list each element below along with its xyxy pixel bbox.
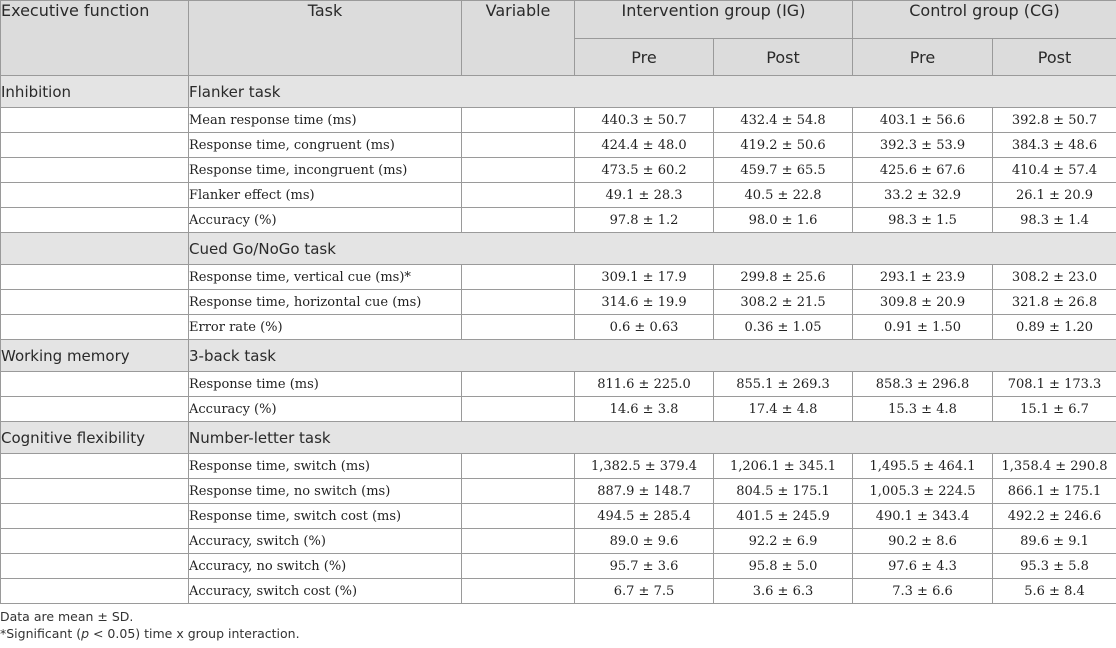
value-ig-post: 3.6 ± 6.3	[714, 579, 853, 604]
value-cg-post: 15.1 ± 6.7	[993, 397, 1116, 422]
table-body	[1, 76, 1116, 604]
blank-cell	[1, 454, 189, 479]
value-cg-pre: 7.3 ± 6.6	[853, 579, 993, 604]
value-cg-pre: 858.3 ± 296.8	[853, 372, 993, 397]
table-footnotes	[0, 608, 300, 642]
variable-name: Accuracy, switch cost (%)	[189, 579, 462, 604]
variable-cell	[462, 208, 575, 233]
variable-name: Accuracy (%)	[189, 208, 462, 233]
value-cg-post: 89.6 ± 9.1	[993, 529, 1116, 554]
value-cg-post: 866.1 ± 175.1	[993, 479, 1116, 504]
value-ig-pre: 89.0 ± 9.6	[575, 529, 714, 554]
value-ig-pre: 314.6 ± 19.9	[575, 290, 714, 315]
table-row	[1, 504, 1116, 529]
table-row	[1, 290, 1116, 315]
variable-cell	[462, 554, 575, 579]
value-ig-pre: 6.7 ± 7.5	[575, 579, 714, 604]
variable-name: Response time, switch cost (ms)	[189, 504, 462, 529]
table-row	[1, 454, 1116, 479]
value-cg-post: 95.3 ± 5.8	[993, 554, 1116, 579]
header-cg-post: Post	[993, 39, 1116, 76]
value-cg-post: 0.89 ± 1.20	[993, 315, 1116, 340]
table-row	[1, 479, 1116, 504]
value-ig-pre: 14.6 ± 3.8	[575, 397, 714, 422]
value-ig-post: 432.4 ± 54.8	[714, 108, 853, 133]
value-cg-post: 392.8 ± 50.7	[993, 108, 1116, 133]
value-cg-pre: 1,005.3 ± 224.5	[853, 479, 993, 504]
blank-cell	[1, 290, 189, 315]
blank-cell	[1, 397, 189, 422]
value-ig-post: 401.5 ± 245.9	[714, 504, 853, 529]
footnote-data-format: Data are mean ± SD.	[0, 609, 134, 624]
table-row	[1, 265, 1116, 290]
header-task: Task	[189, 1, 462, 76]
variable-name: Accuracy, no switch (%)	[189, 554, 462, 579]
header-ig-pre: Pre	[575, 39, 714, 76]
value-cg-pre: 90.2 ± 8.6	[853, 529, 993, 554]
variable-name: Response time, incongruent (ms)	[189, 158, 462, 183]
variable-cell	[462, 158, 575, 183]
blank-cell	[1, 504, 189, 529]
variable-name: Error rate (%)	[189, 315, 462, 340]
value-ig-pre: 494.5 ± 285.4	[575, 504, 714, 529]
value-cg-post: 492.2 ± 246.6	[993, 504, 1116, 529]
variable-cell	[462, 397, 575, 422]
value-cg-post: 26.1 ± 20.9	[993, 183, 1116, 208]
task-label: 3-back task	[189, 340, 1116, 372]
value-cg-post: 708.1 ± 173.3	[993, 372, 1116, 397]
blank-cell	[1, 372, 189, 397]
value-ig-post: 804.5 ± 175.1	[714, 479, 853, 504]
table-row	[1, 108, 1116, 133]
variable-cell	[462, 529, 575, 554]
value-cg-post: 1,358.4 ± 290.8	[993, 454, 1116, 479]
footnote-significance	[0, 625, 300, 642]
variable-name: Response time, horizontal cue (ms)	[189, 290, 462, 315]
section-row	[1, 422, 1116, 454]
value-cg-pre: 0.91 ± 1.50	[853, 315, 993, 340]
section-row	[1, 76, 1116, 108]
table-row	[1, 554, 1116, 579]
variable-name: Accuracy, switch (%)	[189, 529, 462, 554]
value-ig-post: 98.0 ± 1.6	[714, 208, 853, 233]
variable-name: Mean response time (ms)	[189, 108, 462, 133]
value-ig-post: 92.2 ± 6.9	[714, 529, 853, 554]
table-row	[1, 133, 1116, 158]
variable-cell	[462, 183, 575, 208]
value-ig-pre: 309.1 ± 17.9	[575, 265, 714, 290]
value-ig-post: 40.5 ± 22.8	[714, 183, 853, 208]
variable-name: Flanker effect (ms)	[189, 183, 462, 208]
blank-cell	[1, 265, 189, 290]
blank-cell	[1, 529, 189, 554]
variable-cell	[462, 265, 575, 290]
variable-cell	[462, 315, 575, 340]
table-row	[1, 529, 1116, 554]
value-cg-pre: 490.1 ± 343.4	[853, 504, 993, 529]
blank-cell	[1, 133, 189, 158]
value-cg-pre: 98.3 ± 1.5	[853, 208, 993, 233]
blank-cell	[1, 554, 189, 579]
value-ig-pre: 440.3 ± 50.7	[575, 108, 714, 133]
variable-name: Accuracy (%)	[189, 397, 462, 422]
variable-cell	[462, 372, 575, 397]
value-ig-post: 17.4 ± 4.8	[714, 397, 853, 422]
executive-function-label	[1, 233, 189, 265]
value-cg-post: 321.8 ± 26.8	[993, 290, 1116, 315]
value-cg-pre: 293.1 ± 23.9	[853, 265, 993, 290]
variable-cell	[462, 504, 575, 529]
value-cg-post: 98.3 ± 1.4	[993, 208, 1116, 233]
footnote-p-symbol: p	[81, 626, 90, 641]
table-row	[1, 158, 1116, 183]
task-label: Number-letter task	[189, 422, 1116, 454]
value-ig-post: 419.2 ± 50.6	[714, 133, 853, 158]
value-cg-pre: 425.6 ± 67.6	[853, 158, 993, 183]
header-variable: Variable	[462, 1, 575, 76]
variable-cell	[462, 454, 575, 479]
header-intervention-group: Intervention group (IG)	[575, 1, 853, 39]
task-label: Cued Go/NoGo task	[189, 233, 1116, 265]
variable-name: Response time, vertical cue (ms)*	[189, 265, 462, 290]
executive-function-label: Inhibition	[1, 76, 189, 108]
executive-function-label: Cognitive flexibility	[1, 422, 189, 454]
value-cg-post: 308.2 ± 23.0	[993, 265, 1116, 290]
value-ig-post: 95.8 ± 5.0	[714, 554, 853, 579]
value-ig-post: 0.36 ± 1.05	[714, 315, 853, 340]
variable-name: Response time, switch (ms)	[189, 454, 462, 479]
header-control-group: Control group (CG)	[853, 1, 1116, 39]
variable-name: Response time (ms)	[189, 372, 462, 397]
executive-function-label: Working memory	[1, 340, 189, 372]
value-ig-post: 299.8 ± 25.6	[714, 265, 853, 290]
value-ig-post: 308.2 ± 21.5	[714, 290, 853, 315]
table-row	[1, 183, 1116, 208]
table-row	[1, 579, 1116, 604]
value-ig-pre: 887.9 ± 148.7	[575, 479, 714, 504]
value-cg-pre: 1,495.5 ± 464.1	[853, 454, 993, 479]
header-ig-post: Post	[714, 39, 853, 76]
table-row	[1, 372, 1116, 397]
value-cg-post: 410.4 ± 57.4	[993, 158, 1116, 183]
table-row	[1, 315, 1116, 340]
blank-cell	[1, 183, 189, 208]
blank-cell	[1, 579, 189, 604]
value-ig-post: 459.7 ± 65.5	[714, 158, 853, 183]
header-cg-pre: Pre	[853, 39, 993, 76]
value-cg-pre: 392.3 ± 53.9	[853, 133, 993, 158]
variable-cell	[462, 290, 575, 315]
footnote-suffix: < 0.05) time x group interaction.	[89, 626, 300, 641]
table-row	[1, 208, 1116, 233]
value-ig-pre: 811.6 ± 225.0	[575, 372, 714, 397]
value-ig-pre: 0.6 ± 0.63	[575, 315, 714, 340]
value-ig-pre: 1,382.5 ± 379.4	[575, 454, 714, 479]
blank-cell	[1, 479, 189, 504]
value-cg-pre: 33.2 ± 32.9	[853, 183, 993, 208]
blank-cell	[1, 315, 189, 340]
variable-name: Response time, congruent (ms)	[189, 133, 462, 158]
value-cg-pre: 403.1 ± 56.6	[853, 108, 993, 133]
blank-cell	[1, 208, 189, 233]
value-cg-pre: 97.6 ± 4.3	[853, 554, 993, 579]
footnote-prefix: *Significant (	[0, 626, 82, 641]
value-ig-post: 1,206.1 ± 345.1	[714, 454, 853, 479]
value-ig-pre: 473.5 ± 60.2	[575, 158, 714, 183]
variable-cell	[462, 108, 575, 133]
value-ig-pre: 97.8 ± 1.2	[575, 208, 714, 233]
variable-cell	[462, 133, 575, 158]
blank-cell	[1, 158, 189, 183]
variable-cell	[462, 579, 575, 604]
value-ig-pre: 95.7 ± 3.6	[575, 554, 714, 579]
section-row	[1, 233, 1116, 265]
value-cg-post: 384.3 ± 48.6	[993, 133, 1116, 158]
blank-cell	[1, 108, 189, 133]
value-cg-pre: 309.8 ± 20.9	[853, 290, 993, 315]
header-executive-function: Executive function	[1, 1, 189, 76]
value-cg-post: 5.6 ± 8.4	[993, 579, 1116, 604]
task-label: Flanker task	[189, 76, 1116, 108]
value-ig-pre: 49.1 ± 28.3	[575, 183, 714, 208]
table-row	[1, 397, 1116, 422]
value-ig-post: 855.1 ± 269.3	[714, 372, 853, 397]
section-row	[1, 340, 1116, 372]
value-cg-pre: 15.3 ± 4.8	[853, 397, 993, 422]
variable-name: Response time, no switch (ms)	[189, 479, 462, 504]
variable-cell	[462, 479, 575, 504]
value-ig-pre: 424.4 ± 48.0	[575, 133, 714, 158]
